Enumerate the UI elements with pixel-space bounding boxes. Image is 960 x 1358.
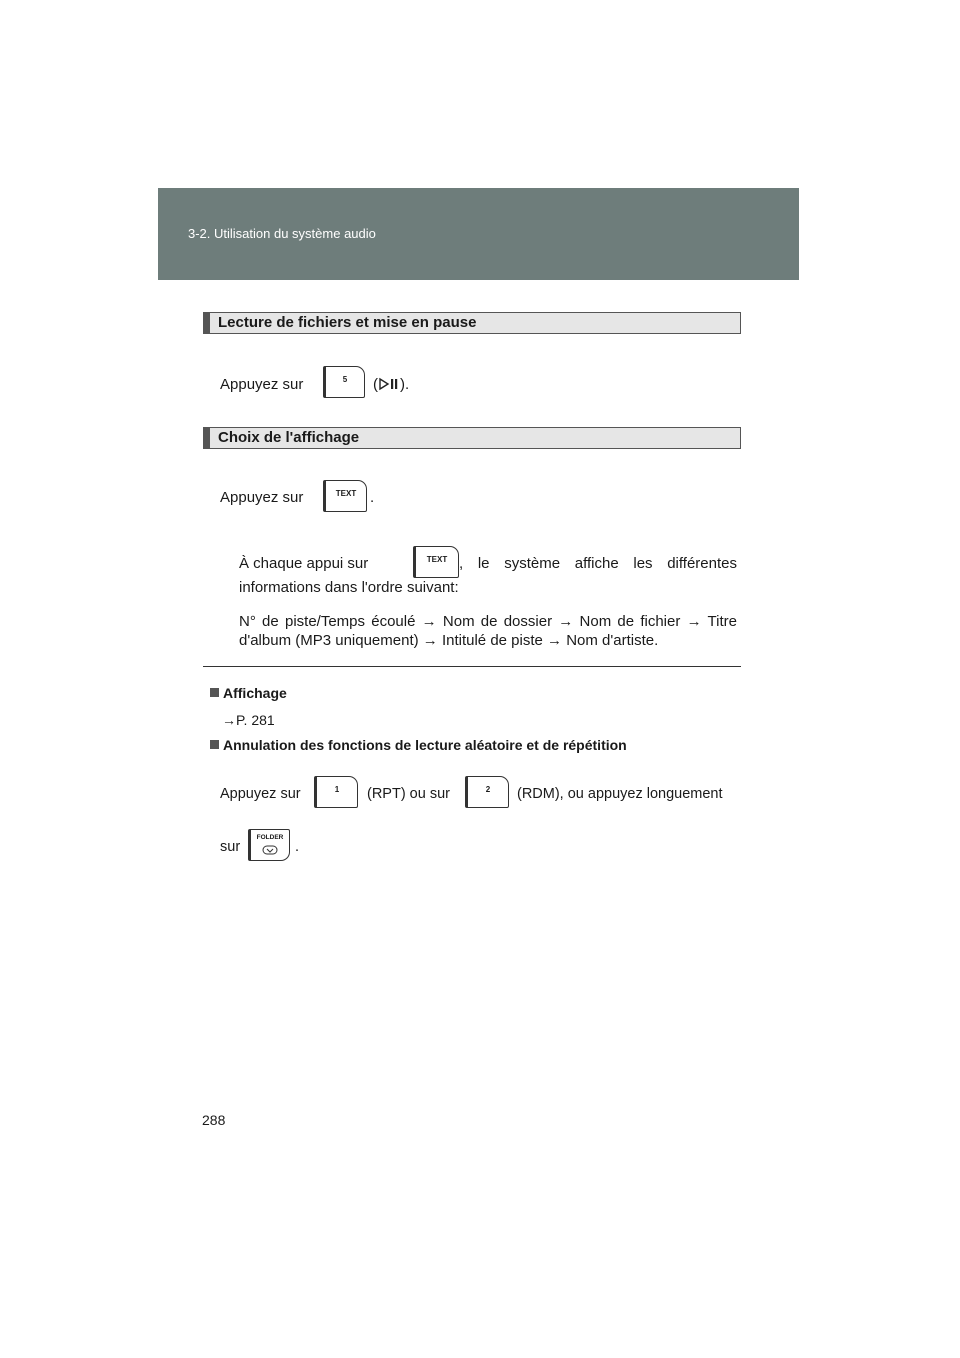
button-1-icon (314, 776, 358, 808)
chapter-header (158, 188, 799, 280)
cancel-instruction-part3: (RDM), ou appuyez longuement (517, 786, 723, 802)
period: . (370, 489, 375, 506)
square-bullet-icon (210, 688, 219, 697)
section-heading-display (203, 427, 741, 449)
play-pause-icon (378, 377, 400, 391)
button-5-icon (323, 366, 365, 398)
section-title: Choix de l'affichage (218, 429, 360, 446)
play-pause-text (373, 376, 409, 393)
note-heading-cancel (210, 737, 627, 753)
cancel-instruction-part4: sur (220, 839, 241, 855)
section-heading-playback (203, 312, 741, 334)
square-bullet-icon (210, 740, 219, 749)
button-caption: 2 (485, 785, 491, 794)
page-number: 288 (202, 1112, 226, 1128)
instruction-text: Appuyez sur (220, 376, 304, 393)
button-caption: TEXT (426, 555, 448, 564)
button-caption: FOLDER (256, 834, 284, 841)
cancel-instruction-part2: (RPT) ou sur (367, 786, 450, 802)
note-title: Annulation des fonctions de lecture aléatoire et de répétition (223, 737, 627, 753)
cancel-instruction-part1: Appuyez sur (220, 786, 301, 802)
button-caption: 1 (334, 785, 340, 794)
cancel-instruction-part5: . (295, 839, 300, 855)
text-button-icon (323, 480, 367, 512)
heading-accent (204, 428, 210, 448)
button-caption: TEXT (335, 489, 357, 498)
section-divider (203, 666, 741, 667)
note-heading-display (210, 685, 287, 701)
note-body: , le système affiche les différentes informations dans l'ordre suivant: (239, 555, 737, 596)
button-caption: 5 (342, 375, 348, 384)
heading-accent (204, 313, 210, 333)
page-reference: →P. 281 (222, 712, 275, 728)
paren-open: ( (373, 376, 378, 393)
section-title: Lecture de fichiers et mise en pause (218, 314, 477, 331)
folder-button-icon (248, 829, 290, 861)
instruction-text: Appuyez sur (220, 489, 304, 506)
button-2-icon (465, 776, 509, 808)
chapter-title: 3-2. Utilisation du système audio (188, 226, 376, 241)
note-title: Affichage (223, 685, 287, 701)
folder-arrows-icon (262, 845, 278, 855)
display-order-text: N° de piste/Temps écoulé → Nom de dossier → Nom de fichier → Titre d'album (MP3 uniquement) → Intitulé de piste → Nom d'artiste. (239, 613, 737, 649)
paren-close: ). (400, 376, 410, 393)
note-prefix: À chaque appui sur (239, 555, 369, 572)
